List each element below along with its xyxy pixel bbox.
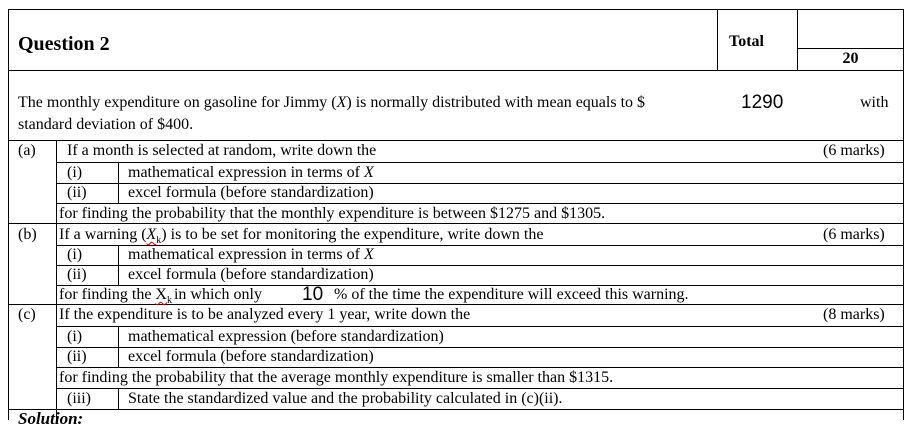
part-c-label: (c): [18, 306, 36, 323]
part-b-prompt-start: If a warning (: [59, 226, 147, 243]
total-label: Total: [729, 33, 764, 50]
part-a-marks: (6 marks): [823, 142, 885, 159]
warning-variable: [155, 286, 172, 307]
variable-x: X: [146, 226, 157, 243]
part-b-sub-ii-label: (ii): [67, 266, 87, 283]
variable-x: X: [155, 286, 167, 303]
part-b-sub-i-words: mathematical expression in terms of: [128, 246, 360, 263]
part-a-prompt: If a month is selected at random, write down the: [67, 142, 377, 159]
part-b-label: (b): [18, 226, 37, 243]
intro-line-2: standard deviation of $400.: [18, 116, 194, 133]
intro-text-2: ) is normally distributed with mean equals to $: [346, 94, 646, 111]
part-a-sub-i-text: [128, 164, 374, 182]
part-b-sub-i-label: (i): [67, 246, 83, 263]
question-title: Question 2: [18, 33, 110, 55]
part-a-sub-i-label: (i): [67, 164, 83, 181]
solution-label: Solution:: [18, 409, 84, 428]
variable-x: X: [336, 94, 347, 111]
part-a-label: (a): [18, 142, 36, 159]
intro-text-1: The monthly expenditure on gasoline for Jimmy (: [18, 94, 337, 111]
part-a-sub-ii-label: (ii): [67, 184, 87, 201]
part-b-footer-mid: in which only: [173, 286, 262, 303]
part-c-sub-i-text: mathematical expression (before standardization): [128, 328, 444, 345]
part-b-sub-i-text: [128, 246, 374, 264]
part-b-sub-ii-text: excel formula (before standardization): [128, 266, 374, 283]
part-c-sub-ii-text: excel formula (before standardization): [128, 348, 374, 365]
warning-variable: [146, 226, 162, 247]
subscript-k: k: [156, 235, 162, 247]
part-c-footer: for finding the probability that the average monthly expenditure is smaller than $1315.: [59, 369, 614, 386]
part-c-sub-iii-text: State the standardized value and the probability calculated in (c)(ii).: [128, 390, 563, 407]
variable-x: X: [363, 246, 374, 263]
part-a-footer: for finding the probability that the monthly expenditure is between $1275 and $1305.: [59, 205, 606, 222]
part-b-footer-start: for finding the: [59, 286, 152, 303]
part-b-footer-end: % of the time the expenditure will exceed this warning.: [334, 286, 689, 303]
part-c-sub-i-label: (i): [67, 328, 83, 345]
part-a-sub-i-words: mathematical expression in terms of: [128, 164, 360, 181]
part-c-sub-iii-label: (iii): [67, 390, 91, 407]
part-b-marks: (6 marks): [823, 226, 885, 243]
variable-x: X: [363, 164, 374, 181]
part-a-sub-ii-text: excel formula (before standardization): [128, 184, 374, 201]
total-marks: 20: [842, 50, 859, 67]
subscript-k: k: [166, 295, 172, 307]
part-b-prompt-end: ) is to be set for monitoring the expenditure, write down the: [161, 226, 544, 243]
part-c-sub-ii-label: (ii): [67, 348, 87, 365]
intro-with: with: [860, 94, 889, 111]
mean-value: 1290: [741, 92, 784, 113]
percent-value: 10: [302, 284, 324, 305]
intro-line-1: [18, 94, 645, 112]
part-c-prompt: If the expenditure is to be analyzed every 1 year, write down the: [59, 306, 471, 323]
part-c-marks: (8 marks): [823, 306, 885, 323]
